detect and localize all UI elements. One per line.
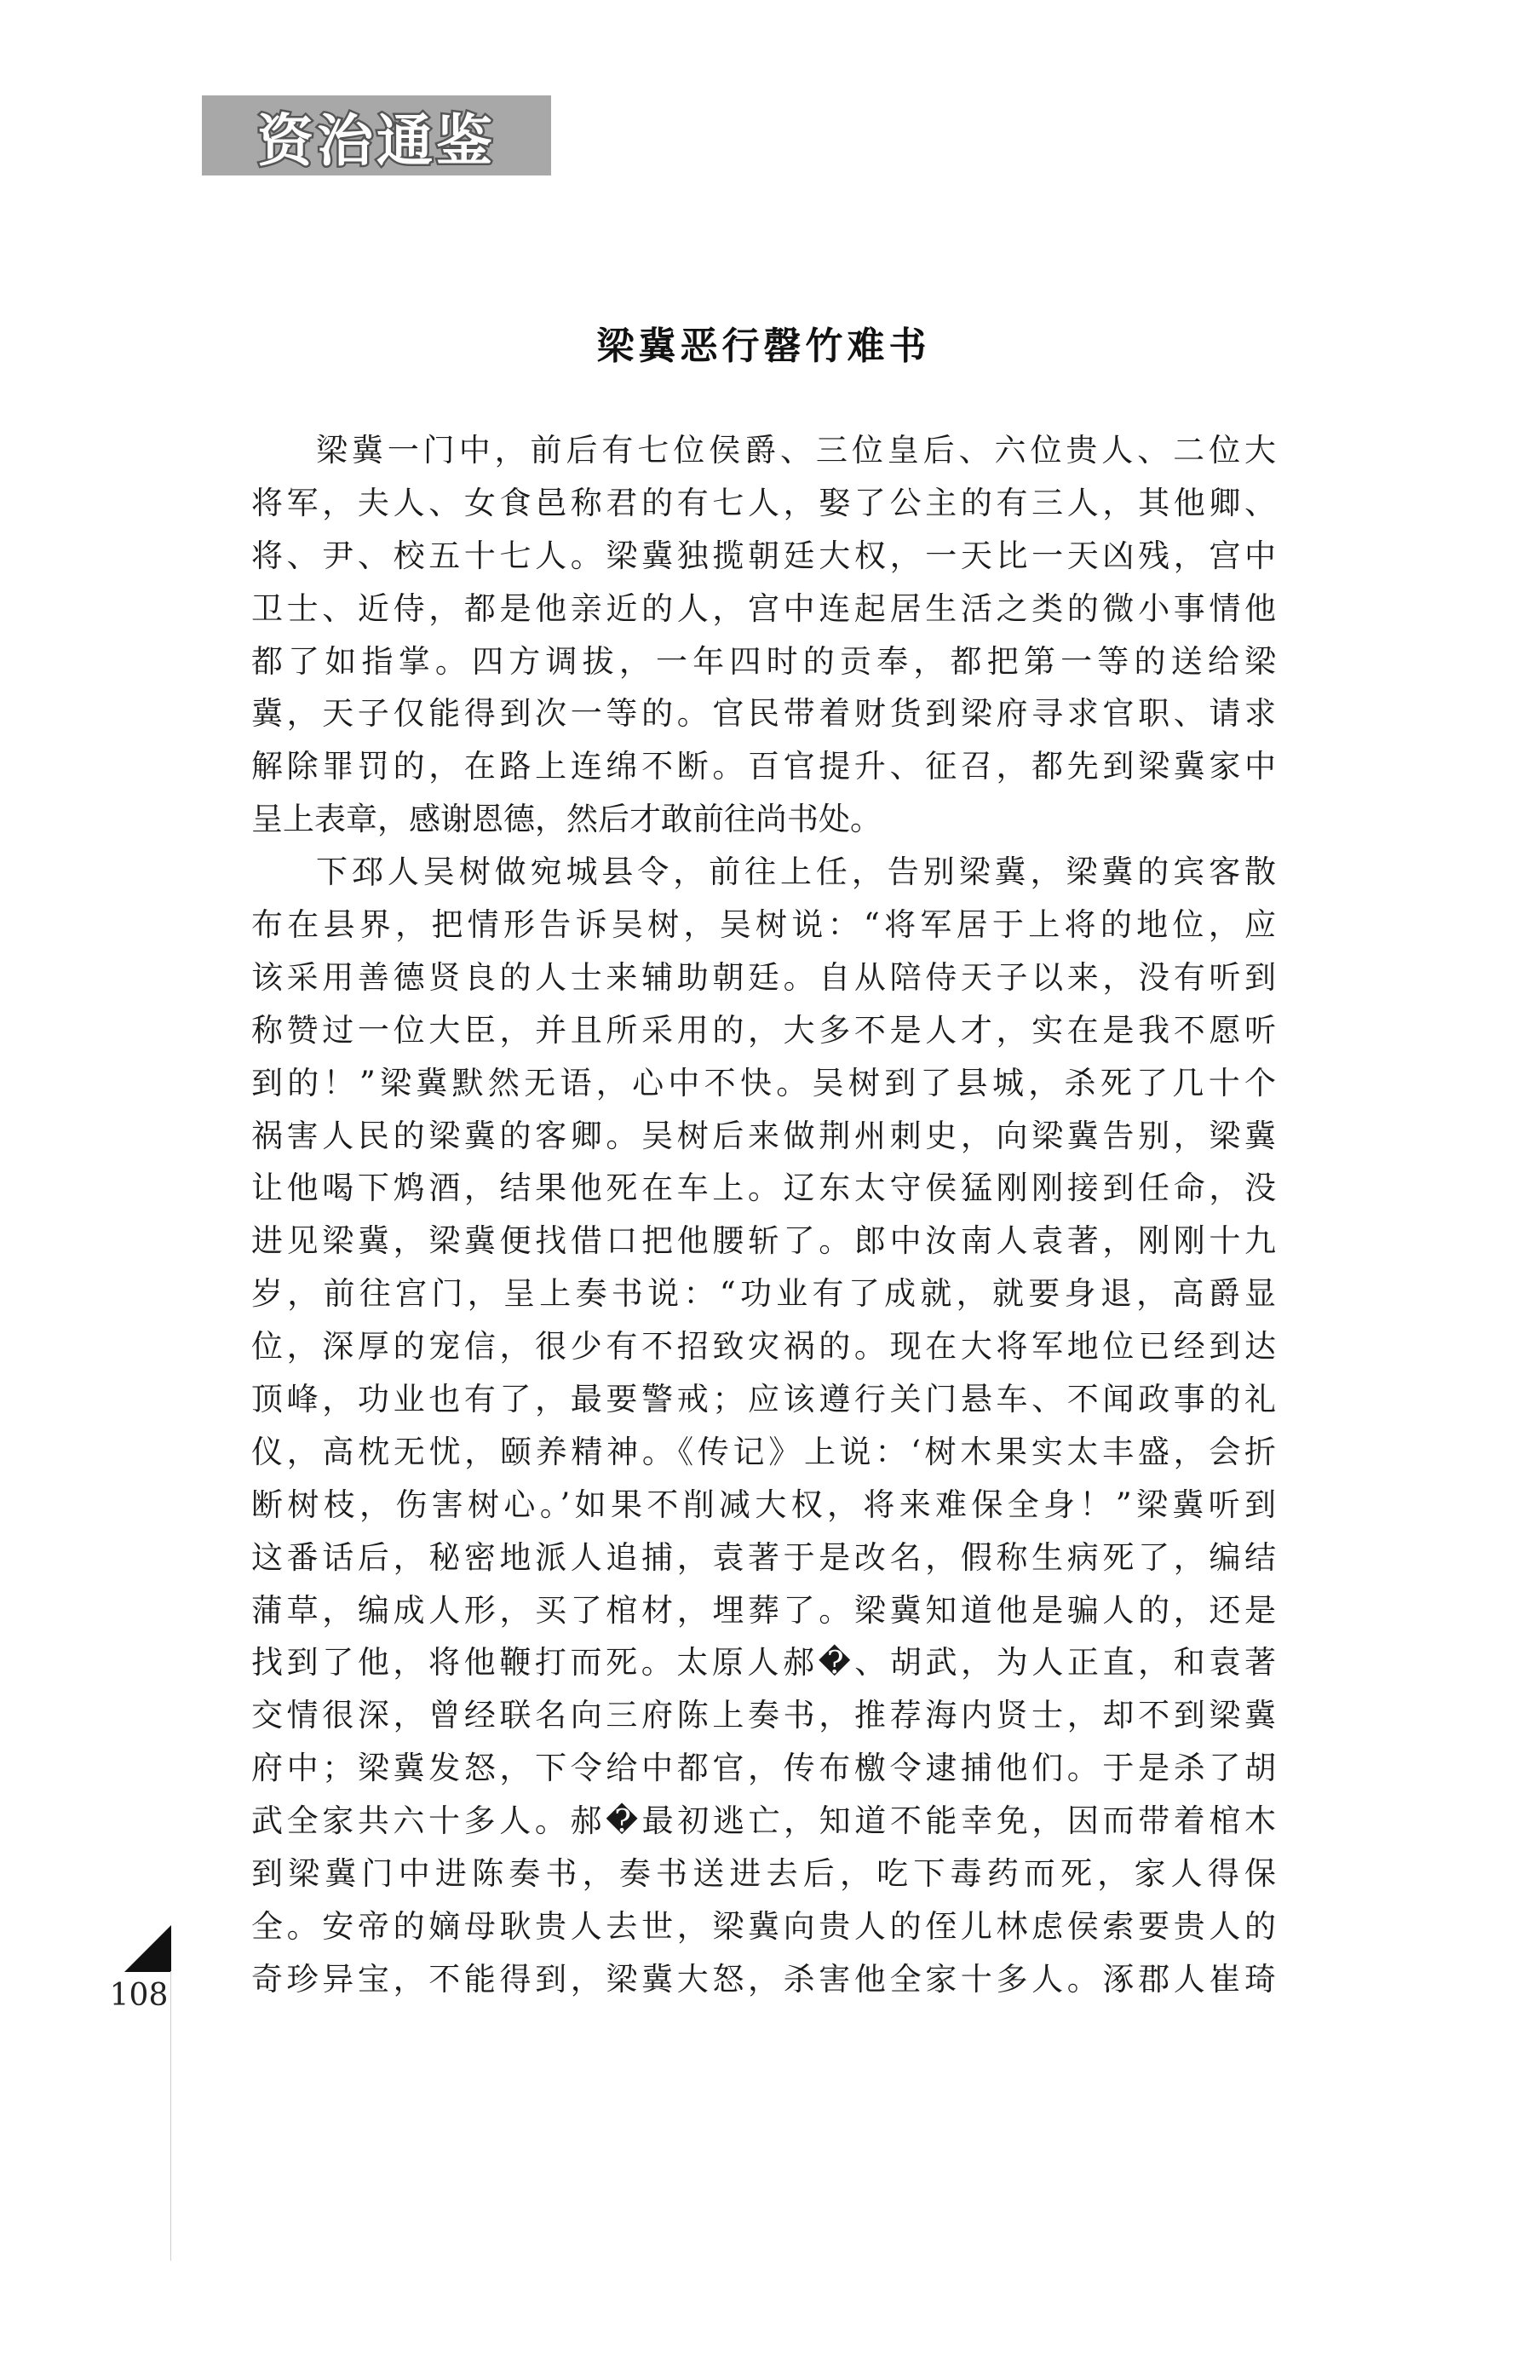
text-line: 梁冀一门中，前后有七位侯爵、三位皇后、六位贵人、二位大 — [316, 432, 1276, 469]
text-line: 府中；梁冀发怒，下令给中都官，传布檄令逮捕他们。于是杀了胡 — [251, 1750, 1276, 1787]
text-line: 仪，高枕无忧，颐养精神。《传记》上说：‘树木果实太丰盛，会折 — [251, 1433, 1276, 1470]
text-line: 称赞过一位大臣，并且所采用的，大多不是人才，实在是我不愿听 — [251, 1011, 1276, 1049]
page-number: 108 — [109, 1978, 169, 2013]
text-line: 到梁冀门中进陈奏书，奏书送进去后，吃下毒药而死，家人得保 — [251, 1855, 1276, 1893]
text-line: 下邳人吴树做宛城县令，前往上任，告别梁冀，梁冀的宾客散 — [316, 854, 1276, 891]
page-corner-triangle — [124, 1925, 171, 1972]
text-line: 全。安帝的嫡母耿贵人去世，梁冀向贵人的侄儿林虑侯索要贵人的 — [251, 1907, 1276, 1945]
margin-rule — [170, 1971, 171, 2261]
text-line: 这番话后，秘密地派人追捕，袁著于是改名，假称生病死了，编结 — [251, 1538, 1276, 1576]
text-line: 呈上表章，感谢恩德，然后才敢前往尚书处。 — [251, 801, 882, 838]
text-line: 卫士、近侍，都是他亲近的人，宫中连起居生活之类的微小事情他 — [251, 589, 1276, 627]
text-line: 解除罪罚的，在路上连绵不断。百官提升、征召，都先到梁冀家中 — [251, 748, 1276, 785]
text-line: 蒲草，编成人形，买了棺材，埋葬了。梁冀知道他是骗人的，还是 — [251, 1591, 1276, 1629]
book-title: 资治通鉴 — [257, 107, 496, 174]
text-line: 找到了他，将他鞭打而死。太原人郝�、胡武，为人正直，和袁著 — [251, 1644, 1276, 1682]
text-line: 祸害人民的梁冀的客卿。吴树后来做荆州刺史，向梁冀告别，梁冀 — [251, 1117, 1276, 1154]
article-body — [251, 424, 1276, 2006]
text-line: 顶峰，功业也有了，最要警戒；应该遵行关门悬车、不闻政事的礼 — [251, 1381, 1276, 1418]
text-line: 让他喝下鸩酒，结果他死在车上。辽东太守侯猛刚刚接到任命，没 — [251, 1170, 1276, 1207]
text-line: 冀，天子仅能得到次一等的。官民带着财货到梁府寻求官职、请求 — [251, 695, 1276, 733]
text-line: 布在县界，把情形告诉吴树，吴树说：“将军居于上将的地位，应 — [251, 906, 1276, 944]
text-line: 岁，前往宫门，呈上奏书说：“功业有了成就，就要身退，高爵显 — [251, 1275, 1276, 1313]
text-line: 位，深厚的宠信，很少有不招致灾祸的。现在大将军地位已经到达 — [251, 1328, 1276, 1365]
text-line: 都了如指掌。四方调拔，一年四时的贡奉，都把第一等的送给梁 — [251, 642, 1276, 680]
text-line: 将军，夫人、女食邑称君的有七人，娶了公主的有三人，其他卿、 — [251, 484, 1276, 521]
text-line: 将、尹、校五十七人。梁冀独揽朝廷大权，一天比一天凶残，宫中 — [251, 537, 1276, 574]
text-line: 断树枝，伤害树心。’如果不削减大权，将来难保全身！”梁冀听到 — [251, 1486, 1276, 1523]
book-title-banner — [202, 95, 551, 175]
text-line: 武全家共六十多人。郝�最初逃亡，知道不能幸免，因而带着棺木 — [251, 1802, 1276, 1840]
text-line: 奇珍异宝，不能得到，梁冀大怒，杀害他全家十多人。涿郡人崔琦 — [251, 1960, 1276, 1998]
text-line: 交情很深，曾经联名向三府陈上奏书，推荐海内贤士，却不到梁冀 — [251, 1697, 1276, 1734]
text-line: 进见梁冀，梁冀便找借口把他腰斩了。郎中汝南人袁著，刚刚十九 — [251, 1222, 1276, 1260]
article-title: 梁冀恶行罄竹难书 — [596, 325, 931, 368]
text-line: 到的！”梁冀默然无语，心中不快。吴树到了县城，杀死了几十个 — [251, 1064, 1276, 1101]
text-line: 该采用善德贤良的人士来辅助朝廷。自从陪侍天子以来，没有听到 — [251, 958, 1276, 996]
